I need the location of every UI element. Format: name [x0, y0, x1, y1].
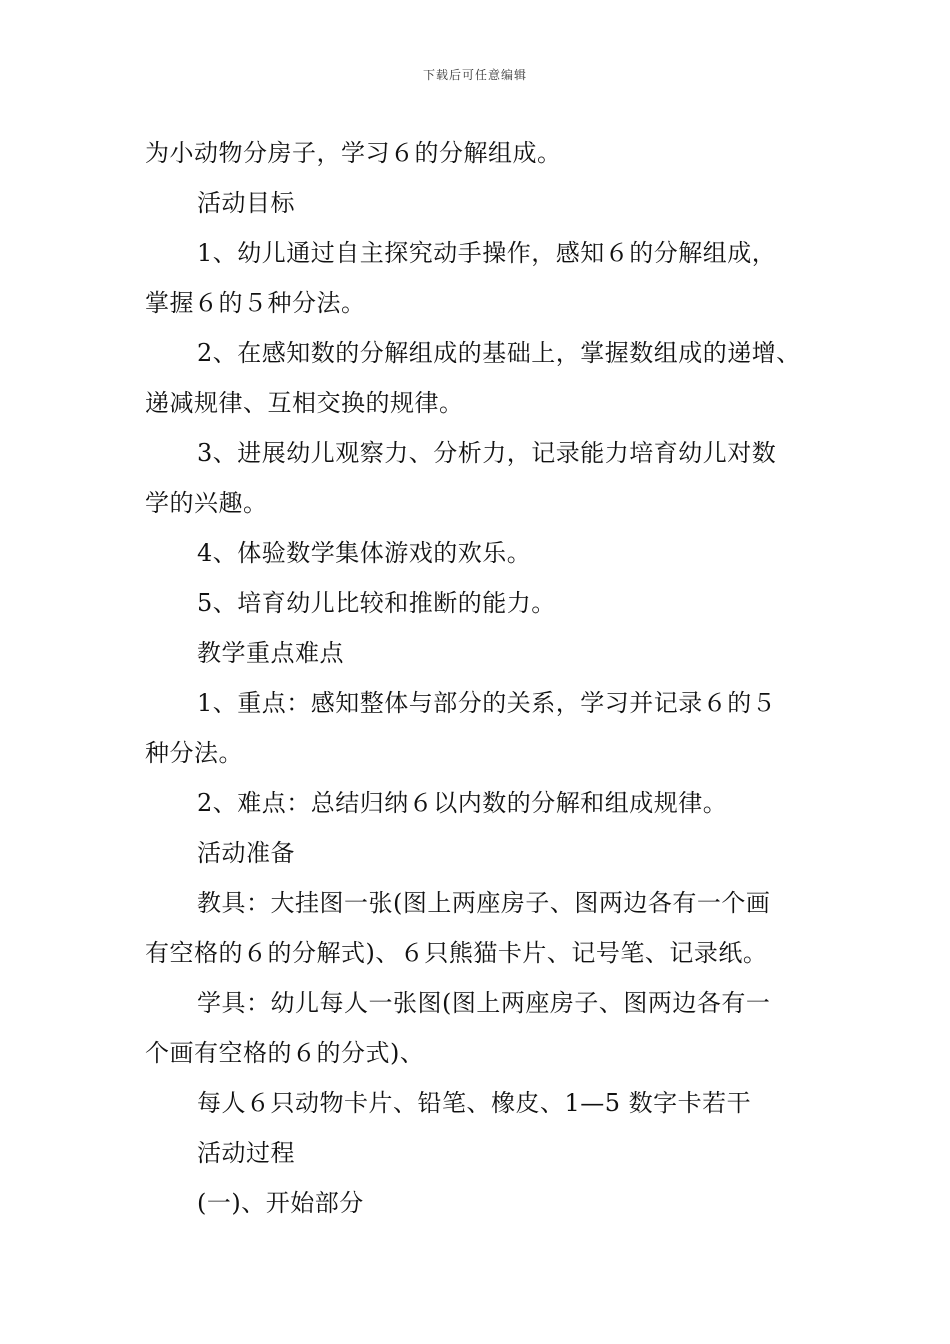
goal-4: 4、体验数学集体游戏的欢乐。 [197, 539, 532, 567]
key-point-1-line-1: 1、重点：感知整体与部分的关系，学习并记录６的５ [197, 689, 777, 717]
intro-line: 为小动物分房子，学习６的分解组成。 [145, 139, 562, 167]
learning-aids-line-1: 学具：幼儿每人一张图(图上两座房子、图两边各有一 [197, 989, 771, 1017]
goal-2-line-2: 递减规律、互相交换的规律。 [145, 389, 464, 417]
header-note: 下载后可任意编辑 [422, 68, 527, 82]
section-heading-key-points: 教学重点难点 [197, 639, 344, 667]
goal-1-line-2: 掌握６的５种分法。 [145, 289, 366, 317]
teaching-aids-line-2: 有空格的６的分解式)、６只熊猫卡片、记号笔、记录纸。 [145, 939, 768, 967]
teaching-aids-line-1: 教具：大挂图一张(图上两座房子、图两边各有一个画 [197, 889, 771, 917]
goal-5: 5、培育幼儿比较和推断的能力。 [197, 589, 556, 617]
goal-2-line-1: 2、在感知数的分解组成的基础上，掌握数组成的递增、 [197, 339, 801, 367]
key-point-1-line-2: 种分法。 [145, 739, 243, 767]
goal-3-line-2: 学的兴趣。 [145, 489, 268, 517]
section-heading-preparation: 活动准备 [197, 839, 295, 867]
key-point-2: 2、难点：总结归纳６以内数的分解和组成规律。 [197, 789, 728, 817]
goal-1-line-1: 1、幼儿通过自主探究动手操作，感知６的分解组成， [197, 239, 777, 267]
goal-3-line-1: 3、进展幼儿观察力、分析力，记录能力培育幼儿对数 [197, 439, 777, 467]
process-part-1-heading: (一)、开始部分 [197, 1189, 364, 1217]
section-heading-process: 活动过程 [197, 1139, 295, 1167]
section-heading-goals: 活动目标 [197, 189, 295, 217]
learning-aids-line-2: 个画有空格的６的分式)、 [145, 1039, 425, 1067]
learning-aids-line-3: 每人６只动物卡片、铅笔、橡皮、1—5 数字卡若干 [197, 1089, 752, 1117]
document-body [145, 128, 835, 1228]
